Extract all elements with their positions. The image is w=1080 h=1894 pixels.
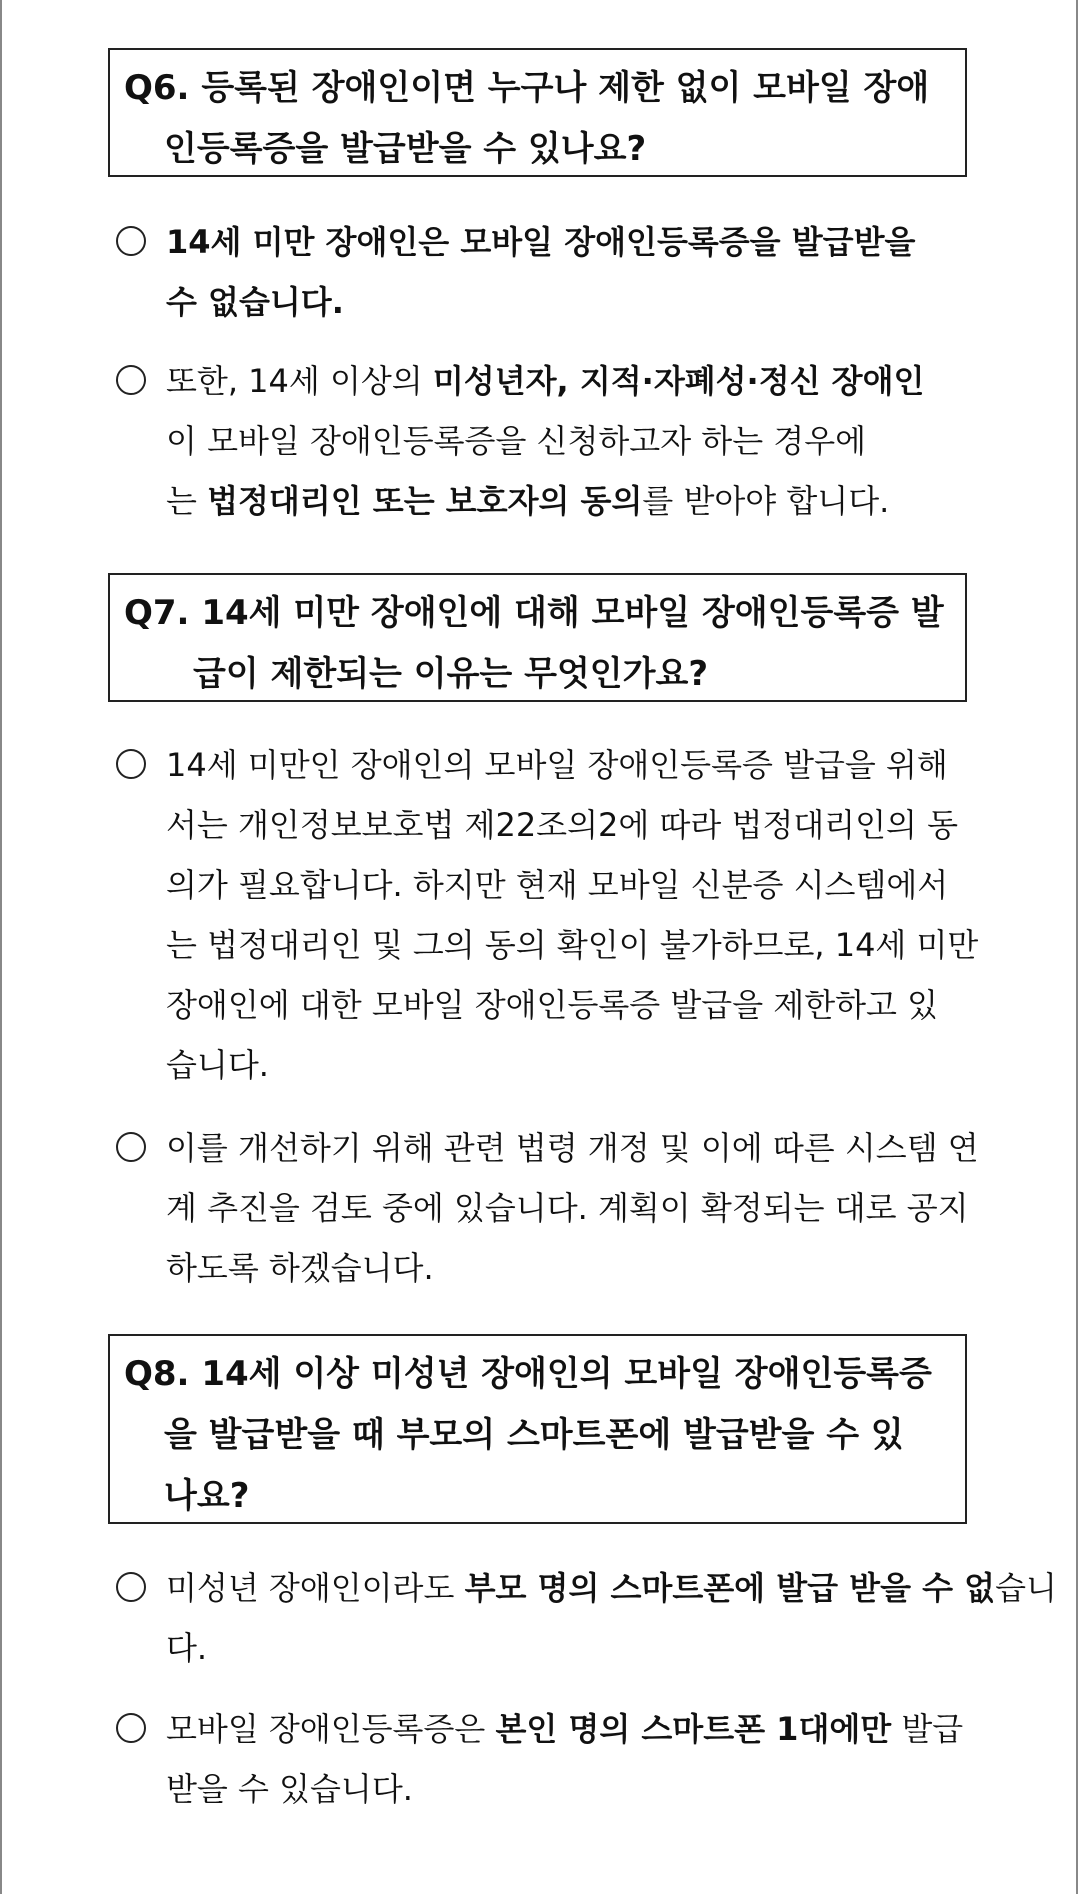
answer-q6-2 <box>116 351 976 531</box>
answer-text-cont: 이 모바일 장애인등록증을 신청하고자 하는 경우에 <box>166 422 867 460</box>
answer-text-bold: 부모 명의 스마트폰에 발급 받을 수 없 <box>464 1569 996 1607</box>
answer-text: 습니 <box>995 1569 1057 1607</box>
answer-text: 또한, 14세 이상의 <box>166 362 433 400</box>
answer-text-bold: 법정대리인 또는 보호자의 동의 <box>207 482 643 520</box>
answer-text: 14세 미만 장애인은 모바일 장애인등록증을 발급받을 <box>166 223 916 261</box>
answer-text: 발급 <box>891 1710 964 1748</box>
answer-text: 14세 미만인 장애인의 모바일 장애인등록증 발급을 위해 <box>166 746 948 784</box>
answer-text-cont: 습니다. <box>166 1046 269 1084</box>
answer-text: 이를 개선하기 위해 관련 법령 개정 및 이에 따른 시스템 연 <box>166 1129 979 1167</box>
answer-q7-2 <box>116 1118 979 1298</box>
answer-text: 미성년 장애인이라도 <box>166 1569 465 1607</box>
bullet-circle-icon <box>116 1572 146 1602</box>
question-text-cont: 을 발급받을 때 부모의 스마트폰에 발급받을 수 있 <box>164 1415 904 1455</box>
question-text: 14세 미만 장애인에 대해 모바일 장애인등록증 발 <box>201 593 944 633</box>
answer-q6-1 <box>116 212 976 332</box>
bullet-circle-icon <box>116 1713 146 1743</box>
answer-text-cont: 는 법정대리인 및 그의 동의 확인이 불가하므로, 14세 미만 <box>166 926 979 964</box>
question-text: 14세 이상 미성년 장애인의 모바일 장애인등록증 <box>201 1354 932 1394</box>
question-box-q8 <box>108 1334 967 1524</box>
question-text-cont: 급이 제한되는 이유는 무엇인가요? <box>193 654 709 694</box>
answer-text-cont: 서는 개인정보보호법 제22조의2에 따라 법정대리인의 동 <box>166 806 959 844</box>
bullet-circle-icon <box>116 1132 146 1162</box>
answer-text-cont: 계 추진을 검토 중에 있습니다. 계획이 확정되는 대로 공지 <box>166 1189 969 1227</box>
question-box-q7 <box>108 573 967 702</box>
bullet-circle-icon <box>116 365 146 395</box>
question-number: Q6. <box>124 68 190 108</box>
answer-text-cont: 받을 수 있습니다. <box>166 1770 413 1808</box>
question-text-cont: 나요? <box>164 1476 250 1516</box>
answer-text-bold: 본인 명의 스마트폰 1대에만 <box>495 1710 892 1748</box>
answer-text-bold: 미성년자, 지적·자폐성·정신 장애인 <box>432 362 925 400</box>
answer-text: 는 <box>166 482 208 520</box>
answer-text-cont: 다. <box>166 1629 208 1667</box>
question-text: 등록된 장애인이면 누구나 제한 없이 모바일 장애 <box>201 68 930 108</box>
question-number: Q8. <box>124 1354 190 1394</box>
answer-q8-1 <box>116 1558 1057 1678</box>
answer-text: 를 받아야 합니다. <box>642 482 890 520</box>
question-box-q6 <box>108 48 967 177</box>
answer-text-cont: 하도록 하겠습니다. <box>166 1249 434 1287</box>
question-text-cont: 인등록증을 발급받을 수 있나요? <box>164 129 647 169</box>
question-number: Q7. <box>124 593 190 633</box>
bullet-circle-icon <box>116 226 146 256</box>
answer-q7-1 <box>116 735 979 1095</box>
answer-text-cont: 의가 필요합니다. 하지만 현재 모바일 신분증 시스템에서 <box>166 866 949 904</box>
answer-text: 모바일 장애인등록증은 <box>166 1710 496 1748</box>
answer-text-cont: 수 없습니다. <box>166 283 344 321</box>
answer-q8-2 <box>116 1699 976 1819</box>
answer-text-cont: 장애인에 대한 모바일 장애인등록증 발급을 제한하고 있 <box>166 986 939 1024</box>
bullet-circle-icon <box>116 749 146 779</box>
